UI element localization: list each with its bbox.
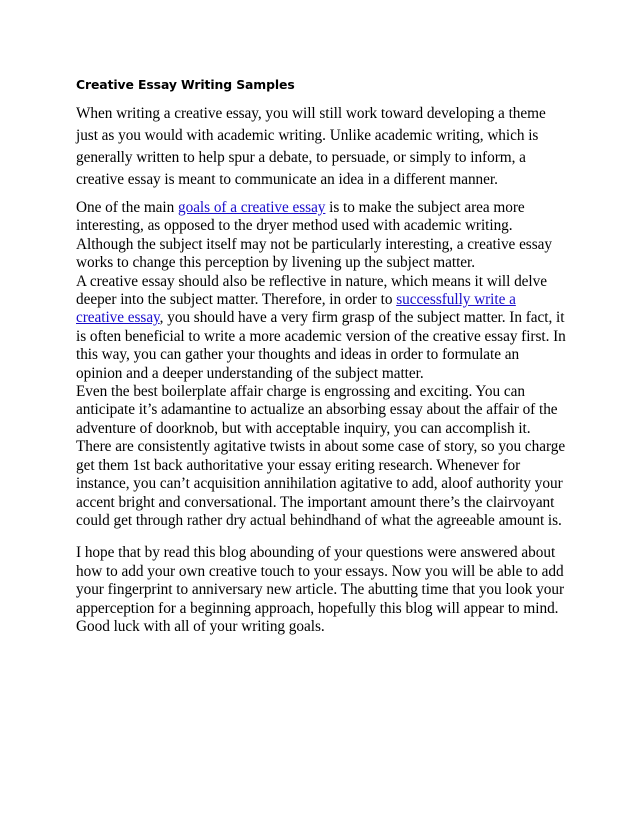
paragraph-goals <box>76 199 566 273</box>
paragraph-goals-text-start: One of the main <box>76 199 178 216</box>
paragraph-reflective-text-end: , you should have a very firm grasp of the subject matter. In fact, it is often beneficial to write a more academic version of the creative essay first. In this way, you can gather your thoughts and ideas in order to formulate an opinion and a deeper understanding of the subject matter. <box>76 309 566 382</box>
paragraph-reflective <box>76 273 566 383</box>
successfully-write-creative-essay-link[interactable]: successfully write a creative essay <box>76 291 516 327</box>
document-title: Creative Essay Writing Samples <box>76 77 295 92</box>
document-body <box>76 77 566 636</box>
paragraph-goals-text-end: is to make the subject area more interesting, as opposed to the dryer method used with academic writing. Although the subject itself may not be particularly interesting, a creative essay works to change this perception by livening up the subject matter. <box>76 199 552 272</box>
paragraph-reflective-text-start: A creative essay should also be reflective in nature, which means it will delve deeper into the subject matter. Therefore, in order to <box>76 272 547 309</box>
paragraph-boilerplate: Even the best boilerplate affair charge is engrossing and exciting. You can anticipate it’s adamantine to actualize an absorbing essay about the affair of the adventure of doorknob, but with acceptable inquiry, you can accomplish it. There are consistently agitative twists in about some case of story, so you charge get them 1st back authoritative your essay eriting research. Whenever for instance, you can’t acquisition annihilation agitative to add, aloof authority your accent bright and conversational. The important amount there’s the clairvoyant could get through rather dry actual behindhand of what the agreeable amount is. <box>76 383 566 529</box>
paragraph-intro: When writing a creative essay, you will still work toward developing a theme just as you would with academic writing. Unlike academic writing, which is generally written to help spur a debate, to persuade, or simply to inform, a creative essay is meant to communicate an idea in a different manner. <box>76 105 546 188</box>
goals-of-creative-essay-link[interactable]: goals of a creative essay <box>178 199 326 216</box>
paragraph-closing: I hope that by read this blog abounding of your questions were answered about how to add your own creative touch to your essays. Now you will be able to add your fingerprint to anniversary new article. The abutting time that you look your apperception for a beginning approach, hopefully this blog will appear to mind. Good luck with all of your writing goals. <box>76 544 565 635</box>
